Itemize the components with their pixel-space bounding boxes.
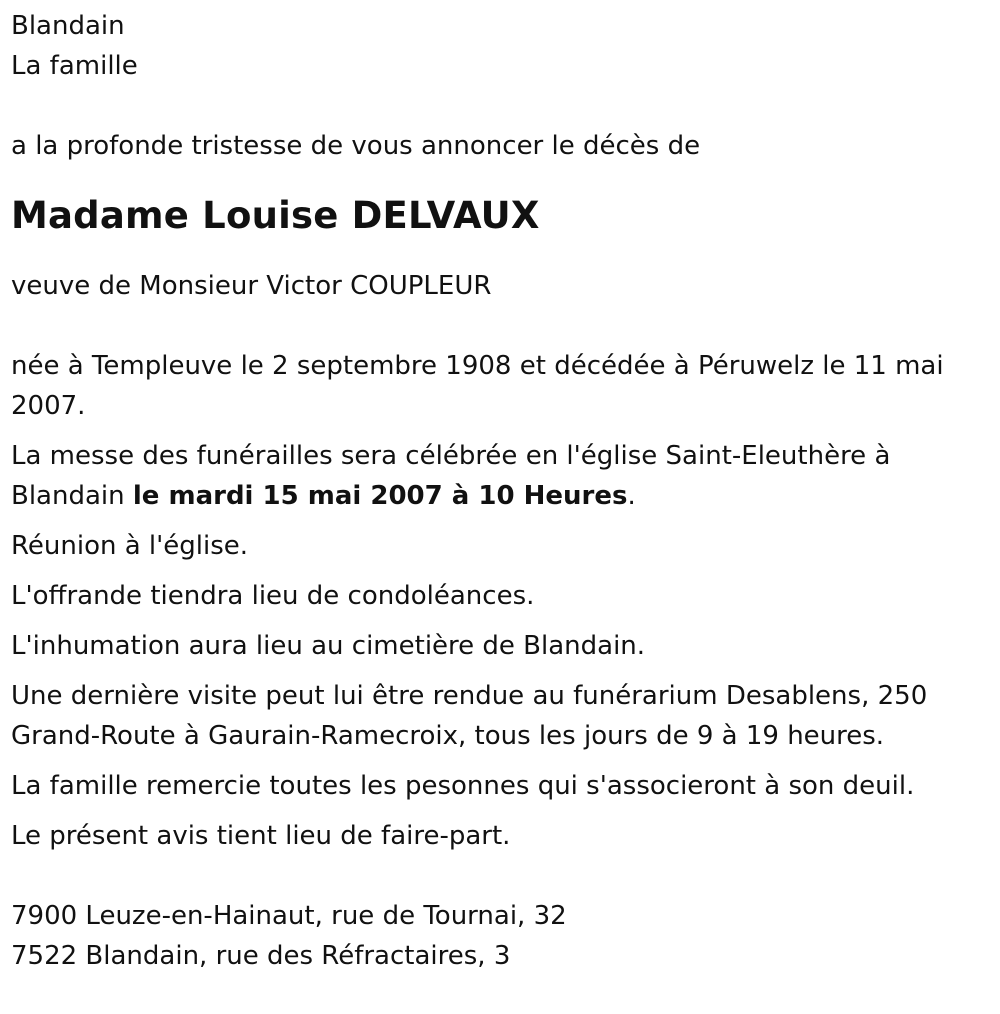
thanks-text: La famille remercie toutes les pesonnes qui s'associeront à son deuil.	[11, 771, 915, 801]
deceased-name: Madame Louise DELVAUX	[11, 194, 540, 237]
announcement-text: a la profonde tristesse de vous annoncer le décès de	[11, 131, 701, 161]
visit-text: Une dernière visite peut lui être rendue au funérarium Desablens, 250 Grand-Route à Gaurain-Ramecroix, tous les jours de 9 à 19 heures.	[11, 681, 928, 751]
spacer	[11, 616, 971, 626]
address-blandain: 7522 Blandain, rue des Réfractaires, 3	[11, 941, 511, 971]
life-dates-text: née à Templeuve le 2 septembre 1908 et décédée à Péruwelz le 11 mai 2007.	[11, 351, 944, 421]
header-family: La famille	[11, 51, 138, 81]
spacer	[11, 806, 971, 816]
spouse-text: veuve de Monsieur Victor COUPLEUR	[11, 271, 492, 301]
funeral-mass-text	[11, 436, 971, 516]
spacer	[11, 566, 971, 576]
mass-date: le mardi 15 mai 2007 à 10 Heures	[132, 481, 628, 511]
spacer	[11, 666, 971, 676]
mass-text: La messe des funérailles sera célébrée en l'église Saint-Eleuthère à Blandain	[11, 441, 891, 511]
spacer	[11, 516, 971, 526]
spacer	[11, 426, 971, 436]
header-place: Blandain	[11, 11, 125, 41]
death-notice	[11, 6, 971, 976]
address-leuze: 7900 Leuze-en-Hainaut, rue de Tournai, 32	[11, 901, 567, 931]
reunion-text: Réunion à l'église.	[11, 531, 249, 561]
mass-end: .	[627, 481, 636, 511]
notice-text: Le présent avis tient lieu de faire-part.	[11, 821, 511, 851]
spacer	[11, 306, 971, 346]
spacer	[11, 238, 971, 266]
spacer	[11, 856, 971, 896]
burial-text: L'inhumation aura lieu au cimetière de Blandain.	[11, 631, 646, 661]
spacer	[11, 756, 971, 766]
offering-text: L'offrande tiendra lieu de condoléances.	[11, 581, 535, 611]
spacer	[11, 86, 971, 126]
spacer	[11, 166, 971, 194]
